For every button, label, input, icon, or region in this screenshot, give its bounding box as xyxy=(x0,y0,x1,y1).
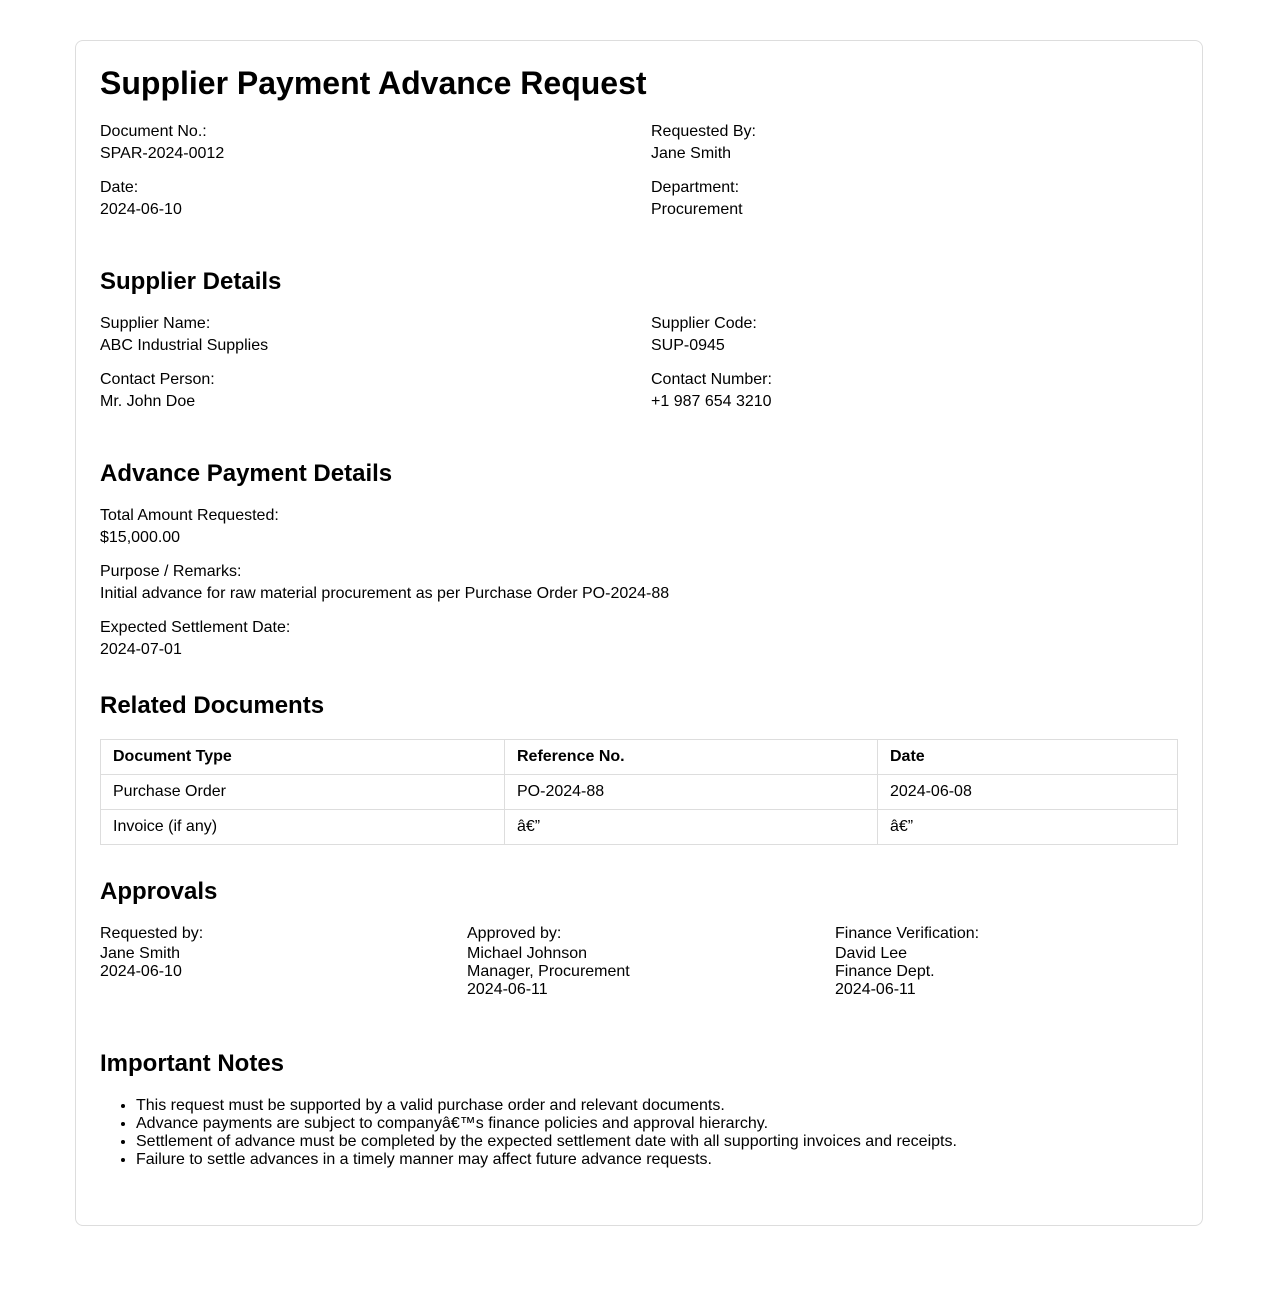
table-cell: â€” xyxy=(505,810,878,845)
field-value: 2024-07-01 xyxy=(100,641,182,658)
table-cell: Purchase Order xyxy=(101,775,505,810)
field-label: Purpose / Remarks: xyxy=(100,563,242,580)
field-value: $15,000.00 xyxy=(100,529,181,546)
field-value: Jane Smith xyxy=(651,145,732,162)
supplier-name-field xyxy=(100,313,268,357)
settlement-date-field xyxy=(100,617,290,661)
field-label: Supplier Name: xyxy=(100,315,211,332)
field-label: Department: xyxy=(651,179,740,196)
field-value: SUP-0945 xyxy=(651,337,725,354)
table-header-row xyxy=(101,740,1178,775)
date-field xyxy=(100,177,182,221)
list-item: • Advance payments are subject to companyâ€™s finance policies and approval hierarchy. xyxy=(136,1115,957,1133)
approval-line: Finance Dept. xyxy=(835,963,935,980)
table-cell: â€” xyxy=(878,810,1178,845)
approval-line: Michael Johnson xyxy=(467,945,588,962)
related-heading: Related Documents xyxy=(100,692,325,719)
field-label: Supplier Code: xyxy=(651,315,757,332)
field-value: 2024-06-10 xyxy=(100,201,182,218)
table-row xyxy=(101,775,1178,810)
field-label: Expected Settlement Date: xyxy=(100,619,291,636)
approval-line: 2024-06-11 xyxy=(467,981,548,998)
field-label: Contact Number: xyxy=(651,371,772,388)
contact-person-field xyxy=(100,369,215,413)
requested-by-field xyxy=(651,121,756,165)
field-value: Procurement xyxy=(651,201,743,218)
approval-line: 2024-06-11 xyxy=(835,981,916,998)
approval-label: Requested by: xyxy=(100,925,204,942)
amount-field xyxy=(100,505,279,549)
notes-heading: Important Notes xyxy=(100,1050,285,1077)
approval-finance-verification xyxy=(835,923,979,999)
field-label: Date: xyxy=(100,179,139,196)
field-label: Contact Person: xyxy=(100,371,215,388)
column-header: Document Type xyxy=(101,740,505,775)
approval-line: Manager, Procurement xyxy=(467,963,630,980)
approval-line: Jane Smith xyxy=(100,945,181,962)
table-row xyxy=(101,810,1178,845)
list-item: • Settlement of advance must be completed by the expected settlement date with all supporting invoices and receipts. xyxy=(136,1133,957,1151)
field-value: SPAR-2024-0012 xyxy=(100,145,225,162)
field-value: Initial advance for raw material procurement as per Purchase Order PO-2024-88 xyxy=(100,585,670,602)
approval-label: Approved by: xyxy=(467,925,562,942)
field-value: ABC Industrial Supplies xyxy=(100,337,269,354)
field-label: Requested By: xyxy=(651,123,756,140)
approval-label: Finance Verification: xyxy=(835,925,980,942)
table-cell: PO-2024-88 xyxy=(505,775,878,810)
field-label: Document No.: xyxy=(100,123,207,140)
supplier-heading: Supplier Details xyxy=(100,268,282,295)
field-label: Total Amount Requested: xyxy=(100,507,279,524)
department-field xyxy=(651,177,743,221)
approval-line: 2024-06-10 xyxy=(100,963,182,980)
column-header: Date xyxy=(878,740,1178,775)
purpose-field xyxy=(100,561,669,605)
contact-number-field xyxy=(651,369,772,413)
supplier-code-field xyxy=(651,313,757,357)
approval-line: David Lee xyxy=(835,945,908,962)
field-value: Mr. John Doe xyxy=(100,393,196,410)
notes-list xyxy=(100,1097,957,1169)
list-item: • This request must be supported by a valid purchase order and relevant documents. xyxy=(136,1097,957,1115)
approval-approved-by xyxy=(467,923,630,999)
document-no-field xyxy=(100,121,224,165)
page-title: Supplier Payment Advance Request xyxy=(100,65,647,101)
related-documents-table xyxy=(100,739,1178,845)
list-item: • Failure to settle advances in a timely manner may affect future advance requests. xyxy=(136,1151,957,1169)
approvals-heading: Approvals xyxy=(100,878,218,905)
field-value: +1 987 654 3210 xyxy=(651,393,772,410)
table-cell: Invoice (if any) xyxy=(101,810,505,845)
document-card xyxy=(75,40,1203,1226)
column-header: Reference No. xyxy=(505,740,878,775)
approval-requested-by xyxy=(100,923,203,981)
advance-heading: Advance Payment Details xyxy=(100,460,393,487)
table-cell: 2024-06-08 xyxy=(878,775,1178,810)
